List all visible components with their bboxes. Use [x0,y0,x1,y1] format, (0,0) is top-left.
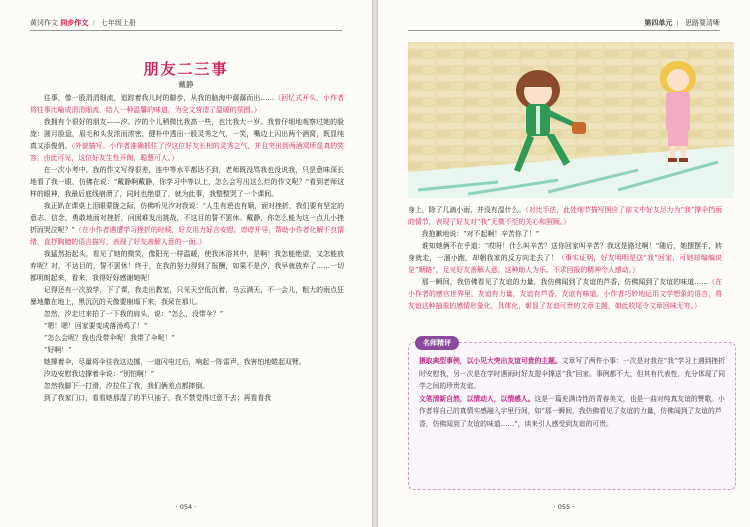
essay-body-left [30,92,344,404]
review-heading-2: 文笔清新自然，以情动人，以情感人。 [419,394,535,403]
annotation: （在小作者遇遭学习挫折的时候，好友用力好言安慰，谆谆开导，帮助小作者化解不良情绪，直抒胸臆的语言描写，表现了好友善解人意的一面。） [30,226,344,246]
review-body [419,355,725,430]
paragraph: 忽然，汐走过来拍了一下我的肩头，说：“怎么，没带伞？” [43,310,224,318]
page-number-right: · 055 · [553,503,575,511]
paragraph: 我抱歉地说：“对不起啊！辛苦你了！” [421,230,540,238]
paragraph: 到了我家门口，看看她那湿了的半只袖子，我不禁觉得过意不去；再看看我 [43,394,272,402]
review-tag: 名师精评 [415,336,459,350]
header-rule [408,30,720,31]
paragraph: 我猛然抬起头，看见了她的微笑，像阳光一样温暖，使我沐浴其中，是啊！我怎能绝望，又怎能放弃呢？对，不达目的，誓不罢休！终于，在我的努力得到了报酬，如果不是汐，我早就放弃了……一切都明朗起来，看来，我得好好感谢她呢！ [30,250,344,282]
review-text-2: 这是一篇充满诗性的青春美文，也是一曲对纯真友谊的赞歌。小作者将自己的真情实感融入字里行间，如“那一瞬间，我仿佛看见了友谊的力量，仿佛闻到了友谊的芦香，仿佛闻到了友谊的味道……”，读来引人感受到友谊的可贵。 [419,394,725,428]
paragraph: “嗯！嗯！回家要变成落汤鸡了！” [43,322,148,330]
series-name: 黄冈作文 [30,19,58,27]
essay-body-right [408,204,722,312]
annotation: （在小作者的感官世界里，友谊有力量，友谊有芦香，友谊有味道。小作者巧妙地运用文学想象的语言，将友谊这种抽象的感情形象化、具体化，彰显了友谊可贵的文章主题，如此收尾令文章回味无穷。） [408,278,723,310]
essay-author: 戴静 [178,80,194,89]
unit-label: 第四单元 [644,19,673,27]
two-girls-illustration [408,42,734,198]
paragraph: 身上，除了几滴小雨，并没有湿什么。（对比手法，此处细节描写照应了前文中好友尽力为“我”撑伞挡雨的情节，表现了好友对“我”无微不至的关心和照顾。） [408,206,723,226]
paragraph: “怎么会呢？我也没带伞呢！我带了伞呢！” [43,334,175,342]
running-header-left: 黄冈作文 同步作文 / 七年级上册 [30,19,136,27]
review-text-1: 文章写了两件小事：一次是对我在“我”学习上遇到挫折时安慰我，另一次是在学时遇雨时好友提伞撑送“我”回家。事例都不大，但其有代表性，充分体现了同学之间的珍贵友谊。 [419,357,726,390]
page-number-left: · 054 · [175,503,197,511]
paragraph: “好啊！” [43,346,72,354]
annotation: （事实证明，好友明明是送“我”回家，可她却编编说是“顺路”，足见好友善解人意，这种助人为乐、不求回报的精神令人感动。） [408,254,723,274]
right-page [378,0,750,527]
paragraph: 忽然我脚下一打滑，汐拉住了我，我们俩差点都摔倒。 [43,382,210,390]
paragraph: 谁知她俩不在乎道：“哎呀！什么叫辛苦？送你回家叫辛苦？我这是路过啊！”随后，她摆摆手，转身就走，一溜小跑，却朝我家的反方向走去了！（事实证明，好友明明是送“我”回家，可她却编编说是“顺路”，足见好友善解人意，这种助人为乐、不求回报的精神令人感动。） [408,242,723,274]
annotation: （回忆式开头，小作者将往事比喻成涓涓细流，给人一种温馨的味道，为全文营造了温暖的氛围。） [30,94,344,114]
paragraph: 记得还有一次放学，下了课，我走出教室，只见天空低沉着，乌云满天，不一会儿，粗大的雨点狂暴地撒在地上，黑沉沉的天像要崩塌下来，我呆在那儿。 [30,286,344,306]
paragraph: 那一瞬间，我仿佛看见了友谊的力量，我仿佛闻到了友谊的芦香，仿佛闻到了友谊的味道……（在小作者的感官世界里，友谊有力量，友谊有芦香，友谊有味道。小作者巧妙地运用文学想象的语言，将友谊这种抽象的感情形象化、具体化，彰显了友谊可贵的文章主题，如此收尾令文章回味无穷。） [408,278,723,310]
annotation: （外貌描写。小作者准确抓住了汐这位好友长相的灵秀之气，并且突出到两酒窝所显真的笑容，由此可见，这位好友生性开朗，聪慧可人。） [30,142,345,162]
paragraph: 在一次小考中，我的作文写得很差，连中等水平都达不到，老师既没骂我也没说我，只是意味深长地看了我一眼，仿佛在说：“戴静啊戴静，你学习中等以上，怎么会写出这么烂的作文呢？”看到老师这样的眼神，我最后底线崩溃了，同时也绝望了，就为此事，我整整哭了一个课间。 [30,166,344,198]
review-heading-1: 摄取典型事例，以小见大突出友谊可贵的主题。 [419,357,562,365]
header-rule [30,30,342,31]
annotation: （对比手法，此处细节描写照应了前文中好友尽力为“我”撑伞挡雨的情节，表现了好友对“我”无微不至的关心和照顾。） [408,206,723,226]
paragraph: 汐边安慰我边撑着伞说：“别怕啊！” [43,370,155,378]
series-accent: 同步作文 [60,19,89,27]
unit-title: 思路要清晰 [685,19,720,27]
review-box [408,339,736,490]
grade-label: 七年级上册 [100,19,136,27]
illustration [408,42,734,198]
running-header-right: 第四单元 | 思路要清晰 [644,19,720,27]
essay-title: 朋友二三事 [143,60,229,78]
paragraph: 我正趴在课桌上泪眼蒙胧之际，仿佛听见汐对我说：“人生有逆也有顺，面对挫折，我们要有坚定的意志、信念，勇敢地面对挫折，问困难发出挑战，不这目的誓不罢休。戴静，你怎么能为这一点儿小挫折而哭泣呢？”（在小作者遇遭学习挫折的时候，好友用力好言安慰，谆谆开导，帮助小作者化解不良情绪，直抒胸臆的语言描写，表现了好友善解人意的一面。） [30,202,344,246]
paragraph: 往事，像一股涓涓细流，追踪着我儿时的脚步，从我的脑海中潺潺而出……（回忆式开头，小作者将往事比喻成涓涓细流，给人一种温馨的味道，为全文营造了温暖的氛围。） [30,94,344,114]
paragraph: 我拥有个很好的朋友——汐。汐的个儿稍微比我高一些，也比我大一岁。我曾仔细地观察过她的脸庞：圆月脸盘，眉毛和头发浓而浓密，健朴中透出一股灵秀之气，一笑，嘴边上闪出两个酒窝，既显纯真又添俊俏。（外貌描写。小作者准确抓住了汐这位好友长相的灵秀之气，并且突出到两酒窝所显真的笑容，由此可见，这位好友生性开朗，聪慧可人。） [30,118,345,162]
paragraph: 她撑着伞，尽量将伞往我这边挪，一道闪电过后，响起一阵雷声，我害怕地蜷起双臂。 [43,358,306,366]
left-page [0,0,372,527]
